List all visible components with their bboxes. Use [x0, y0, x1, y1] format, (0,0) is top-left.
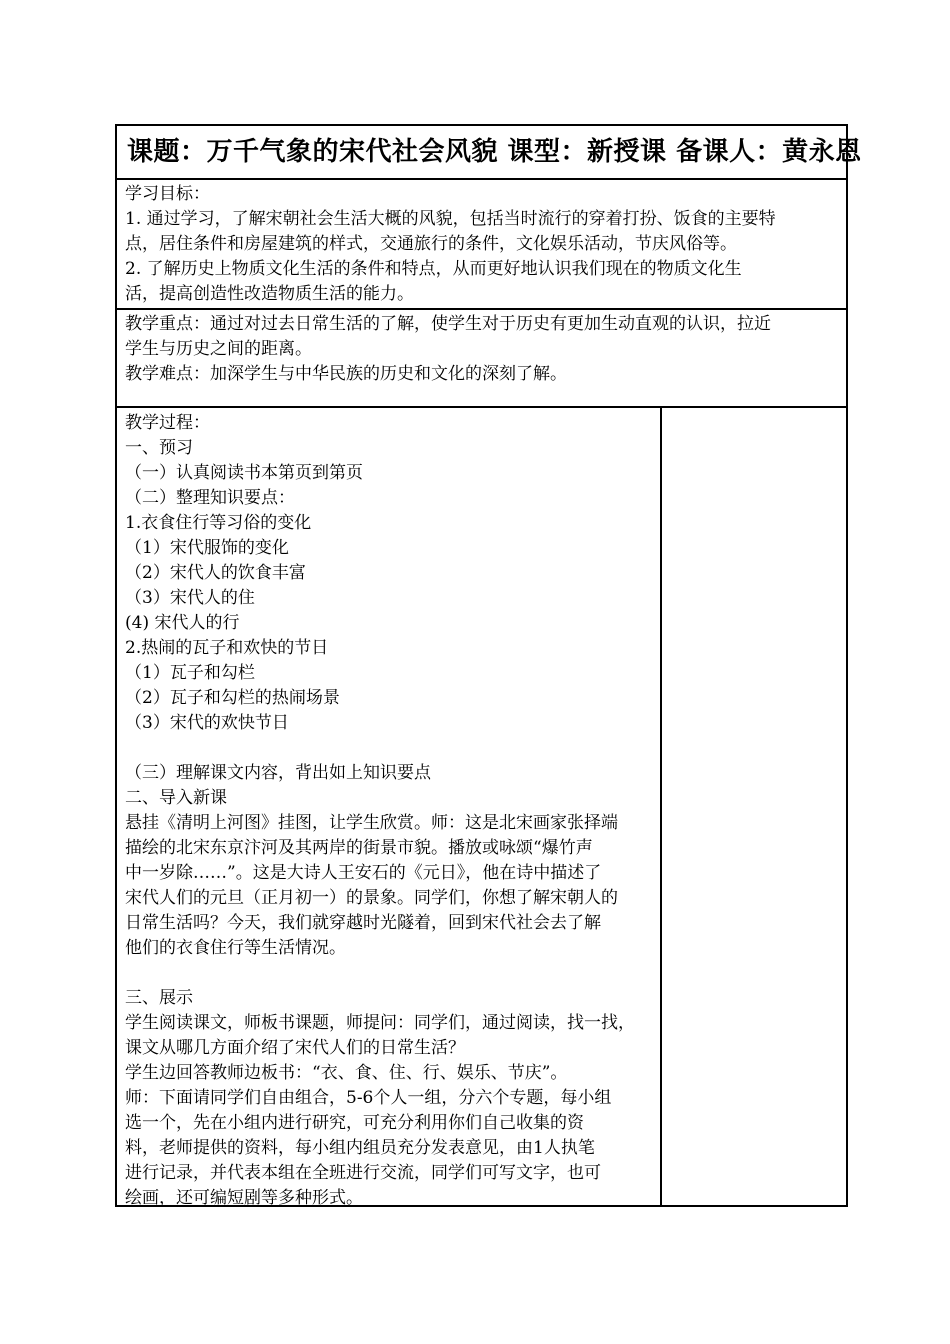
process-line: 1.衣食住行等习俗的变化	[125, 513, 312, 533]
process-cell	[117, 408, 662, 1208]
process-line: 日常生活吗？今天，我们就穿越时光隧着，回到宋代社会去了解	[125, 913, 601, 933]
title-row	[117, 126, 862, 180]
process-line: 描绘的北宋东京汴河及其两岸的街景市貌。播放或咏颂“爆竹声	[125, 838, 593, 858]
process-line: （三）理解课文内容，背出如上知识要点	[125, 763, 431, 783]
keypoints-row	[117, 310, 846, 408]
process-line: 中一岁除……”。这是大诗人王安石的《元日》，他在诗中描述了	[125, 863, 602, 883]
objective-line: 2. 了解历史上物质文化生活的条件和特点，从而更好地认识我们现在的物质文化生	[125, 259, 742, 279]
difficulty-line: 教学难点：加深学生与中华民族的历史和文化的深刻了解。	[125, 364, 567, 384]
key-point-line: 学生与历史之间的距离。	[125, 339, 312, 359]
process-line: 师：下面请同学们自由组合，5-6个人一组，分六个专题，每小组	[125, 1088, 612, 1108]
notes-cell	[662, 408, 846, 1205]
section-heading: 三、展示	[125, 988, 193, 1008]
process-line: 宋代人们的元旦（正月初一）的景象。同学们，你想了解宋朝人的	[125, 888, 618, 908]
process-text	[125, 411, 656, 1211]
keypoints-cell	[125, 312, 840, 387]
process-line: （1）宋代服饰的变化	[125, 538, 289, 558]
key-point-line: 教学重点：通过对过去日常生活的了解，使学生对于历史有更加生动直观的认识，拉近	[125, 314, 771, 334]
process-row	[117, 408, 846, 1208]
process-line: 课文从哪几方面介绍了宋代人们的日常生活？	[125, 1038, 465, 1058]
section-heading: 二、导入新课	[125, 788, 227, 808]
process-line: 悬挂《清明上河图》挂图，让学生欣赏。师：这是北宋画家张择端	[125, 813, 618, 833]
process-line: 2.热闹的瓦子和欢快的节日	[125, 638, 329, 658]
blank-line	[125, 736, 656, 761]
process-line: （3）宋代人的住	[125, 588, 255, 608]
process-line: 料，老师提供的资料，每小组内组员充分发表意见，由1人执笔	[125, 1138, 595, 1158]
process-line: (4) 宋代人的行	[125, 613, 240, 633]
objectives-cell	[125, 182, 840, 307]
objective-line: 1. 通过学习，了解宋朝社会生活大概的风貌，包括当时流行的穿着打扮、饭食的主要特	[125, 209, 776, 229]
process-line: （3）宋代的欢快节日	[125, 713, 289, 733]
process-line: （1）瓦子和勾栏	[125, 663, 255, 683]
process-line: （一）认真阅读书本第页到第页	[125, 463, 363, 483]
process-line: 绘画，还可编短剧等多种形式。	[125, 1188, 363, 1208]
objective-line: 点，居住条件和房屋建筑的样式，交通旅行的条件，文化娱乐活动，节庆风俗等。	[125, 234, 737, 254]
process-line: （二）整理知识要点：	[125, 488, 295, 508]
process-line: 他们的衣食住行等生活情况。	[125, 938, 346, 958]
lesson-title: 课题：万千气象的宋代社会风貌 课型：新授课 备课人：黄永恩	[127, 137, 862, 167]
process-line: 进行记录，并代表本组在全班进行交流，同学们可写文字，也可	[125, 1163, 601, 1183]
process-line: 学生阅读课文，师板书课题，师提问：同学们，通过阅读，找一找，	[125, 1013, 635, 1033]
objectives-heading: 学习目标：	[125, 184, 210, 204]
process-line: 学生边回答教师边板书：“衣、食、住、行、娱乐、节庆”。	[125, 1063, 568, 1083]
lesson-plan-table	[115, 124, 862, 1208]
process-line: 选一个，先在小组内进行研究，可充分利用你们自己收集的资	[125, 1113, 584, 1133]
section-heading: 一、预习	[125, 438, 193, 458]
process-heading: 教学过程：	[125, 413, 210, 433]
objectives-row	[117, 180, 846, 310]
objective-line: 活，提高创造性改造物质生活的能力。	[125, 284, 414, 304]
blank-line	[125, 961, 656, 986]
process-line: （2）瓦子和勾栏的热闹场景	[125, 688, 340, 708]
process-line: （2）宋代人的饮食丰富	[125, 563, 306, 583]
